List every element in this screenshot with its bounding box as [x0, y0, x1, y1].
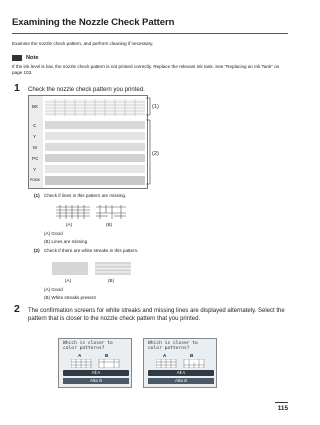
note-heading: [12, 55, 288, 61]
item-2-bad: (B) White streaks present: [44, 295, 96, 300]
nozzle-check-pattern-illustration: [28, 95, 148, 189]
sample-label-b: (B): [108, 278, 115, 283]
intro-text: Examine the nozzle check pattern, and perform cleaning if necessary.: [12, 41, 154, 46]
item-1-text: Check if lines in this pattern are missing.: [44, 193, 127, 198]
page-number-rule: [275, 402, 288, 403]
streaks-present-sample: [95, 262, 131, 275]
sample-label-a: (A): [65, 278, 72, 283]
note-text: If the ink level is low, the nozzle check pattern is not printed correctly. Replace the relevant ink tank. See “Replacing an Ink Tank” on page 103.: [12, 64, 280, 75]
lines-missing-sample: [96, 205, 126, 219]
all-a-button[interactable]: All A: [148, 370, 214, 376]
also-b-button[interactable]: Also B: [148, 378, 214, 384]
title-divider: [12, 33, 288, 34]
item-2-text: Check if there are white streaks in this pattern.: [44, 248, 139, 253]
row-label: BK: [32, 104, 39, 109]
nozzle-pattern-graphic: [29, 96, 147, 188]
row-label: Y: [33, 134, 37, 139]
row-label: PGBK: [30, 178, 40, 182]
row-label: PC: [32, 156, 39, 161]
note-heading-label: Note: [26, 55, 39, 61]
screen-pattern-samples: [71, 359, 121, 368]
screen-pattern-samples: [156, 359, 206, 368]
lines-good-sample: [56, 205, 90, 219]
row-label: M: [33, 145, 37, 150]
callout-1: (1): [152, 104, 159, 110]
screen-question: Which is closer to color patterns?: [148, 341, 198, 352]
item-1-good: (A) Good: [44, 231, 63, 236]
also-b-button[interactable]: Also B: [63, 378, 129, 384]
item-1-bad: (B) Lines are missing: [44, 239, 88, 244]
callout-2: (2): [152, 151, 159, 157]
page-title: Examining the Nozzle Check Pattern: [12, 17, 175, 28]
sample-label-b: (B): [106, 222, 113, 227]
screen-label-b: B: [105, 353, 109, 358]
row-label: C: [33, 123, 37, 128]
sample-label-a: (A): [66, 222, 73, 227]
item-2-number: (2): [34, 248, 40, 253]
step-1-number: 1: [14, 82, 20, 94]
item-1-number: (1): [34, 193, 40, 198]
page-number: 115: [277, 405, 288, 412]
screen-question: Which is closer to color patterns?: [63, 341, 113, 352]
note-section: [12, 55, 288, 75]
note-icon: [12, 55, 22, 61]
step-2-number: 2: [14, 303, 20, 315]
step-1-text: Check the nozzle check pattern you printed.: [28, 87, 145, 93]
item-2-good: (A) Good: [44, 287, 63, 292]
line-pattern-grid: [45, 99, 145, 116]
screen-label-a: A: [163, 353, 167, 358]
row-label: Y: [33, 167, 37, 172]
step-2-text: The confirmation screens for white streaks and missing lines are displayed alternately. Select the pattern that is closer to the nozzle check pattern that you printed.: [28, 308, 285, 322]
streaks-good-sample: [52, 262, 88, 275]
confirmation-screen-lines: [58, 338, 132, 388]
confirmation-screen-streaks: [143, 338, 217, 388]
screen-label-b: B: [190, 353, 194, 358]
all-a-button[interactable]: All A: [63, 370, 129, 376]
screen-label-a: A: [78, 353, 82, 358]
